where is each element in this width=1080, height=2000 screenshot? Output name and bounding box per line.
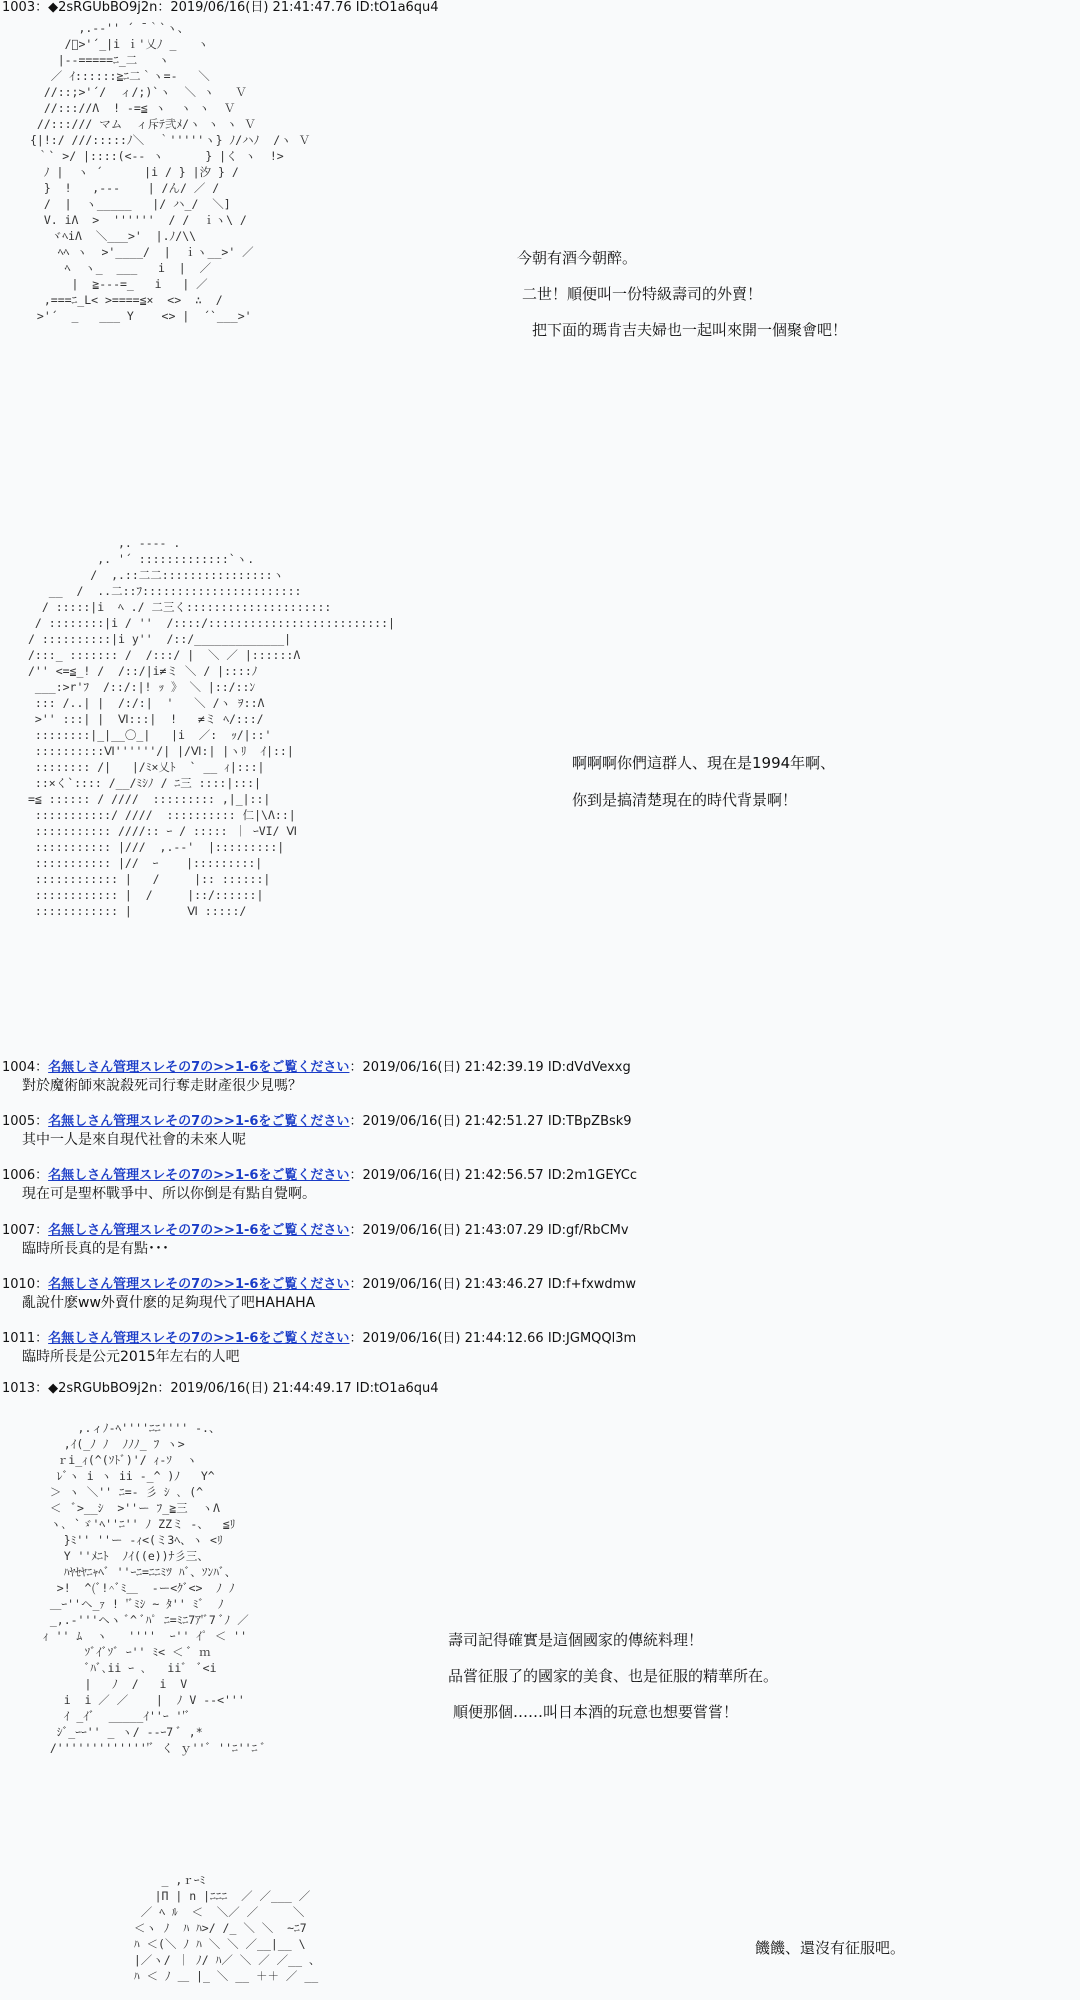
poster-name-link[interactable]: 名無しさん管理スレその7の>>1-6をご覧ください (48, 1168, 350, 1183)
post-date-id: ：2019/06/16(日) 21:43:07.29 ID:gf/RbCMv (349, 1223, 629, 1238)
reply-1010 (2, 1276, 636, 1312)
post-separator: ： (35, 1277, 49, 1292)
poster-tripcode: ◆2sRGUbBO9j2n (48, 1381, 158, 1396)
post-number: 1013 (2, 1381, 36, 1396)
post-date-id: ：2019/06/16(日) 21:42:39.19 ID:dVdVexxg (349, 1060, 631, 1075)
post-separator: ： (35, 1168, 49, 1183)
reply-body: 對於魔術師來說殺死司行奪走財產很少見嗎？ (22, 1078, 302, 1094)
reply-1007 (2, 1222, 629, 1258)
dialog-line: 你到是搞清楚現在的時代背景啊！ (572, 791, 798, 809)
reply-1004 (2, 1059, 631, 1095)
post-header-1003 (2, 0, 439, 17)
ascii-art-character-3: ,.ィﾉ‐ﾍ''''ﾆﾆ'''' ‐.、 ,ｲ(_ﾉ ﾉ ﾉﾉﾉ_ ﾌ ヽ> ｒi_ｨ(^(ｿﾄﾞ)'/ ｨ-ｿ ヽ ﾚﾞヽ i ヽ ii -_^ )ﾉ Y^ ＞ ヽ ＼'' ﾆ=- 彡 ｼ ､ (^ ＜ ﾞ>__ｼ >''ー ﾌ_≧三 ヽΛ ヽ､ `ゞ'ﾍ''ﾆ'' ﾉ ZZミ -、 ≦ﾘ }ﾐ'' ''ー ‐ｨ<(ミ3ﾍ、ヽ <ﾘ Y ''ﾒﾆﾄ ﾉｲ((e))ﾅ彡三、 ﾊﾔｾﾔﾆｬﾍﾞ ''ｰﾆ=ﾆﾆﾐﾂ ﾊﾞ、ｿﾝﾊﾞ、 >! ^(ﾞ!^ﾞﾐ＿ -ー<ｸﾞ<> ﾉ ﾉ ＿ｰ''ヘ_ｧ ! 'ﾞﾐｼ ~ ﾀ'' ﾐﾞ ﾉ _,.-'''ヘヽ ﾞ^ ﾞﾊﾟ ﾆ=ﾐﾆ7ｱ'ﾞ7 ﾞﾉ ／ ｨ '' ﾑ ヽ '''' ｰ'' ｲﾟ ＜ '' ｿﾞｲﾞｿﾞ ｰ'' ﾐ< ＜ ﾞ ｍ ﾞﾊﾞ､ii ｰ ､ iiﾞ ﾞ<i | ﾉ / i V i i ／ ／ | ﾉ V ‐-<''' ｲ _ｲﾞ _____ｲ''ｰ ''ﾞ ｼﾞ_ｰｰ'' _ ヽ/ ‐-ｰ7 ﾞ ,* /''''''''''''''ﾞ く ｙ''ﾞ ''ﾆ''ﾆ ﾞ (42, 1421, 267, 1755)
reply-body: 亂說什麽ww外賣什麽的足夠現代了吧HAHAHA (22, 1295, 316, 1311)
poster-tripcode: ◆2sRGUbBO9j2n (48, 0, 158, 15)
dialog-line: 饑饑、還沒有征服吧。 (755, 1939, 906, 1957)
dialog-line: 品嘗征服了的國家的美食、也是征服的精華所在。 (448, 1667, 779, 1685)
post-number: 1011 (2, 1331, 36, 1346)
reply-1006 (2, 1167, 637, 1203)
reply-body: 臨時所長是公元2015年左右的人吧 (22, 1349, 240, 1365)
post-date-id: ：2019/06/16(日) 21:41:47.76 ID:tO1a6qu4 (157, 0, 439, 15)
post-separator: ： (35, 0, 49, 15)
post-separator: ： (35, 1114, 49, 1129)
reply-1005 (2, 1113, 632, 1149)
dialog-line: 啊啊啊你們這群人、現在是1994年啊、 (572, 754, 836, 772)
poster-name-link[interactable]: 名無しさん管理スレその7の>>1-6をご覧ください (48, 1060, 350, 1075)
post-number: 1005 (2, 1114, 36, 1129)
post-date-id: ：2019/06/16(日) 21:42:51.27 ID:TBpZBsk9 (349, 1114, 632, 1129)
post-number: 1004 (2, 1060, 36, 1075)
post-number: 1010 (2, 1277, 36, 1292)
dialog-line: 今朝有酒今朝醉。 (517, 249, 638, 267)
dialog-line: 順便那個……叫日本酒的玩意也想要嘗嘗！ (453, 1703, 739, 1721)
dialog-line: 把下面的瑪肯吉夫婦也一起叫來開一個聚會吧！ (532, 321, 848, 339)
post-date-id: ：2019/06/16(日) 21:42:56.57 ID:2m1GEYCc (349, 1168, 638, 1183)
post-separator: ： (35, 1060, 49, 1075)
post-date-id: ：2019/06/16(日) 21:43:46.27 ID:f+fxwdmw (349, 1277, 636, 1292)
ascii-art-character-4: _ ,ｒｰﾐ |Π | n |ﾆﾆﾆ ／ ／___ ／ ／ ﾍ ﾙ ＜ ＼／ ／ ＼ ＜ヽ ﾉ ﾊ ﾊ>/ /_ ＼ ＼ ~ﾆ7 ﾊ ＜(＼ ﾉ ﾊ ＼ ＼ ／__|__ \ |／ヽ/ ｜ ﾉ/ ﾊ／ ＼ ／ ／__ 、 ﾊ ＜ ﾉ ＿ |_ ＼ __ ＋＋ ／ __ (133, 1873, 321, 1983)
post-date-id: ：2019/06/16(日) 21:44:12.66 ID:JGMQQl3m (349, 1331, 637, 1346)
post-number: 1003 (2, 0, 36, 15)
dialog-line: 二世！順便叫一份特級壽司的外賣！ (522, 285, 763, 303)
poster-name-link[interactable]: 名無しさん管理スレその7の>>1-6をご覧ください (48, 1331, 350, 1346)
poster-name-link[interactable]: 名無しさん管理スレその7の>>1-6をご覧ください (48, 1114, 350, 1129)
post-separator: ： (35, 1381, 49, 1396)
post-date-id: ：2019/06/16(日) 21:44:49.17 ID:tO1a6qu4 (157, 1381, 439, 1396)
reply-body: 臨時所長真的是有點･･･ (22, 1241, 169, 1257)
ascii-art-character-1: ,.-‐'' ´ ̄ ｀`ヽ、 /ﾞ>'´_|i ｉ'乂ﾉ _ ヽ |--=====ﾆ_二 ヽ ／ ｲ::::::≧ﾆ二｀ヽ=- ＼ //::;>'´/ ィ/;)`ヽ ＼ ヽ Ｖ //::://Λ ! -=≦ ヽ ヽ ヽ Ｖ //:::/// マム ィ斥ﾃ弐ﾒ/ヽ ヽ ヽ Ｖ {|!:/ ///:::::ﾉ＼ ｀'''''ヽ} ﾉ/ハﾉ /ヽ Ｖ ｀` >/ |::::(<-- ヽ } |く ヽ !> ﾉ | ヽ ´ |i / } |汐 } / } ! ,--- | /ん/ ／ / / | ヽ_____ |/ ハ_/ ＼] V. iΛ > '''''' / / ｉヽ\ / ヾﾍiΛ ＼___>' |.ﾉ/\\ ﾍﾍ ヽ >'____/ | ｉヽ__>' ／ ﾍ ヽ_ ___ i | ／ | ≧---=_ i | ／ ,===ﾆ_L< >====≦× <> ∴ / >'´ _ ___ Y <> | ´`___>' (30, 21, 311, 323)
poster-name-link[interactable]: 名無しさん管理スレその7の>>1-6をご覧ください (48, 1223, 350, 1238)
reply-body: 現在可是聖杯戰爭中、所以你倒是有點自覺啊。 (22, 1186, 316, 1202)
dialog-line: 壽司記得確實是這個國家的傳統料理！ (448, 1631, 704, 1649)
post-separator: ： (35, 1223, 49, 1238)
reply-1011 (2, 1330, 636, 1366)
post-header-1013 (2, 1380, 439, 1398)
reply-body: 其中一人是來自現代社會的未來人呢 (22, 1132, 246, 1148)
ascii-art-character-2: ,. ---- . ,. '´ :::::::::::::`ヽ. / ,.::二二::::::::::::::::ヽ __ / ..二::ﾌ::::::::::::::::::::::: / :::::|i ﾍ ./ 二三く::::::::::::::::::::: / ::::::::|i / '' /::::/::::::::::::::::::::::::::| / ::::::::::|i y'' /::/_____________| /:::_ ::::::: / /:::/ | ＼ ／ |::::::Λ /'' <=≦_! / /::/|i≠ミ ＼ / |::::ﾉ ___:>r'ﾌ /::/:|! ｯ 》 ＼ |::/::ﾝ ::: /..| | /:/:| ' ＼ /ヽ ｦ::Λ >'' :::| | Ⅵ:::| ! ≠ミ ﾍ/:::/ ::::::::|_|__〇_| |i ／: ｯ/|::' ::::::::::Ⅵ''''''/| |/Ⅵ:| |ヽﾘ ｲ|::| :::::::: /| |/ﾐ×乂ﾄ ` __ ｨ|:::| ::×く`:::: /__/ﾐｼﾉ / ﾆ三 ::::|:::| =≦ :::::: / //// ::::::::: ,|_|::| :::::::::::/ //// :::::::::: 仁|\Λ::| ::::::::::: ////:: ｰ / ::::: ｜ ｰVI/ Ⅵ ::::::::::: |/// ,.-‐' |:::::::::| ::::::::::: |// ｰ |:::::::::| :::::::::::: | / |:: ::::::| :::::::::::: | / |::/::::::| :::::::::::: | Ⅵ :::::/ (28, 536, 395, 918)
poster-name-link[interactable]: 名無しさん管理スレその7の>>1-6をご覧ください (48, 1277, 350, 1292)
post-number: 1007 (2, 1223, 36, 1238)
post-number: 1006 (2, 1168, 36, 1183)
post-separator: ： (35, 1331, 49, 1346)
